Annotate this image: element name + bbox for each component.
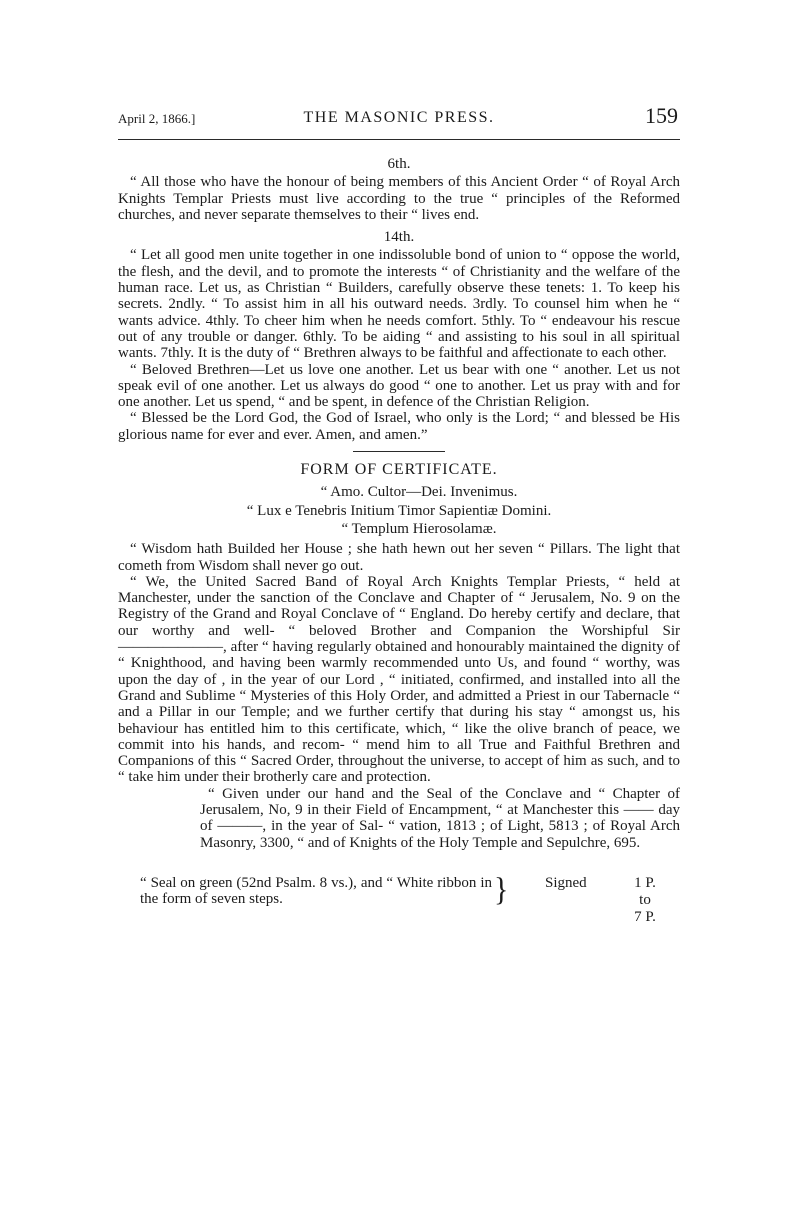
certificate-paragraph: “ We, the United Sacred Band of Royal Arch Knights Templar Priests, “ held at Manchester, under the sanction of the Conclave and Chapter of “ Jerusalem, No. 9 on the Registry of the Grand and Royal Conclave of “ England. Do hereby certify and declare, that our worthy and well- “ beloved Brother and Companion the Worshipful Sir ———————, after “ having regularly obtained and honourably maintained the dignity of “ Knighthood, and having been warmly recommended unto Us, and found “ worthy, was upon the day of , in the year of our Lord , “ initiated, confirmed, and installed into all the Grand and Sublime “ Mysteries of this Holy Order, and admitted a Priest in our Tabernacle “ and a Pillar in our Temple; and we further certify that during his stay “ amongst us, his behaviour has entitled him to this certificate, which, “ like the olive branch of peace, we commit into his hands, and recom- “ mend him to all True and Faithful Brethren and Companions of this “ Sacred Order, throughout the universe, to accept of him as such, and to “ take him under their brotherly care and protection.	[118, 573, 680, 786]
certificate-footer	[118, 871, 680, 929]
certificate-given-clause: “ Given under our hand and the Seal of the Conclave and “ Chapter of Jerusalem, No, 9 in their Field of Encampment, “ at Manchester this —— day of ———, in the year of Sal- “ vation, 1813 ; of Light, 5813 ; of Royal Arch Masonry, 3300, “ and of Knights of the Holy Temple and Sepulchre, 695.	[200, 785, 680, 851]
section-6-heading: 6th.	[387, 156, 411, 172]
section-14-paragraph: “ Beloved Brethren—Let us love one another. Let us bear with one “ another. Let us not speak evil of one another. Let us always do good “ one to another. Let us pray with and for one another. Let us spend, “ and be spent, in defence of the Christian Religion.	[118, 361, 680, 411]
running-header	[118, 103, 680, 133]
section-6-text: “ All those who have the honour of being members of this Ancient Order “ of Royal Arch Knights Templar Priests must live according to the true “ principles of the Reformed churches, and never separate themselves to their “ lives end.	[118, 174, 680, 223]
page-body	[118, 150, 680, 929]
section-14-paragraph: “ Let all good men unite together in one indissoluble bond of union to “ oppose the world, the flesh, and the devil, and to promote the interests “ of Christianity and the welfare of the human race. Let us, as Christian “ Builders, carefully observe these tenets: 1. To keep his secrets. 2ndly. “ To assist him in all his outward needs. 3rdly. To counsel him when he “ wants advice. 4thly. To cheer him when he needs comfort. 5thly. To “ endeavour his rescue out of any trouble or danger. 6thly. To be aiding “ and assisting to his soul in all spiritual wants. 7thly. It is the duty of “ Brethren always to be faithful and affectionate to each other.	[118, 247, 680, 362]
signatory-to: to	[639, 891, 651, 908]
certificate-motto: “ Amo. Cultor—Dei. Invenimus.	[320, 484, 518, 501]
certificate-paragraph: “ Wisdom hath Builded her House ; she hath hewn out her seven “ Pillars. The light that cometh from Wisdom shall never go out.	[118, 541, 680, 574]
section-14-paragraph: “ Blessed be the Lord God, the God of Israel, who only is the Lord; “ and blessed be His glorious name for ever and ever. Amen, and amen.”	[118, 410, 680, 443]
signatories	[630, 875, 660, 926]
brace-glyph: }	[494, 871, 509, 908]
signed-label: Signed	[545, 874, 587, 891]
section-divider	[353, 451, 445, 452]
section-14-heading: 14th.	[383, 229, 415, 246]
certificate-motto: “ Templum Hierosolamæ.	[341, 520, 497, 537]
page-number: 159	[645, 103, 678, 128]
header-rule	[118, 139, 680, 140]
journal-title: THE MASONIC PRESS.	[303, 109, 495, 126]
seal-note: “ Seal on green (52nd Psalm. 8 vs.), and “ White ribbon in the form of seven steps.	[140, 874, 492, 908]
signatory-from: 1 P.	[634, 874, 656, 891]
issue-date: April 2, 1866.]	[118, 111, 196, 126]
certificate-title: FORM OF CERTIFICATE.	[300, 461, 498, 479]
certificate-motto: “ Lux e Tenebris Initium Timor Sapientiæ Domini.	[246, 502, 552, 519]
signatory-until: 7 P.	[634, 908, 656, 925]
